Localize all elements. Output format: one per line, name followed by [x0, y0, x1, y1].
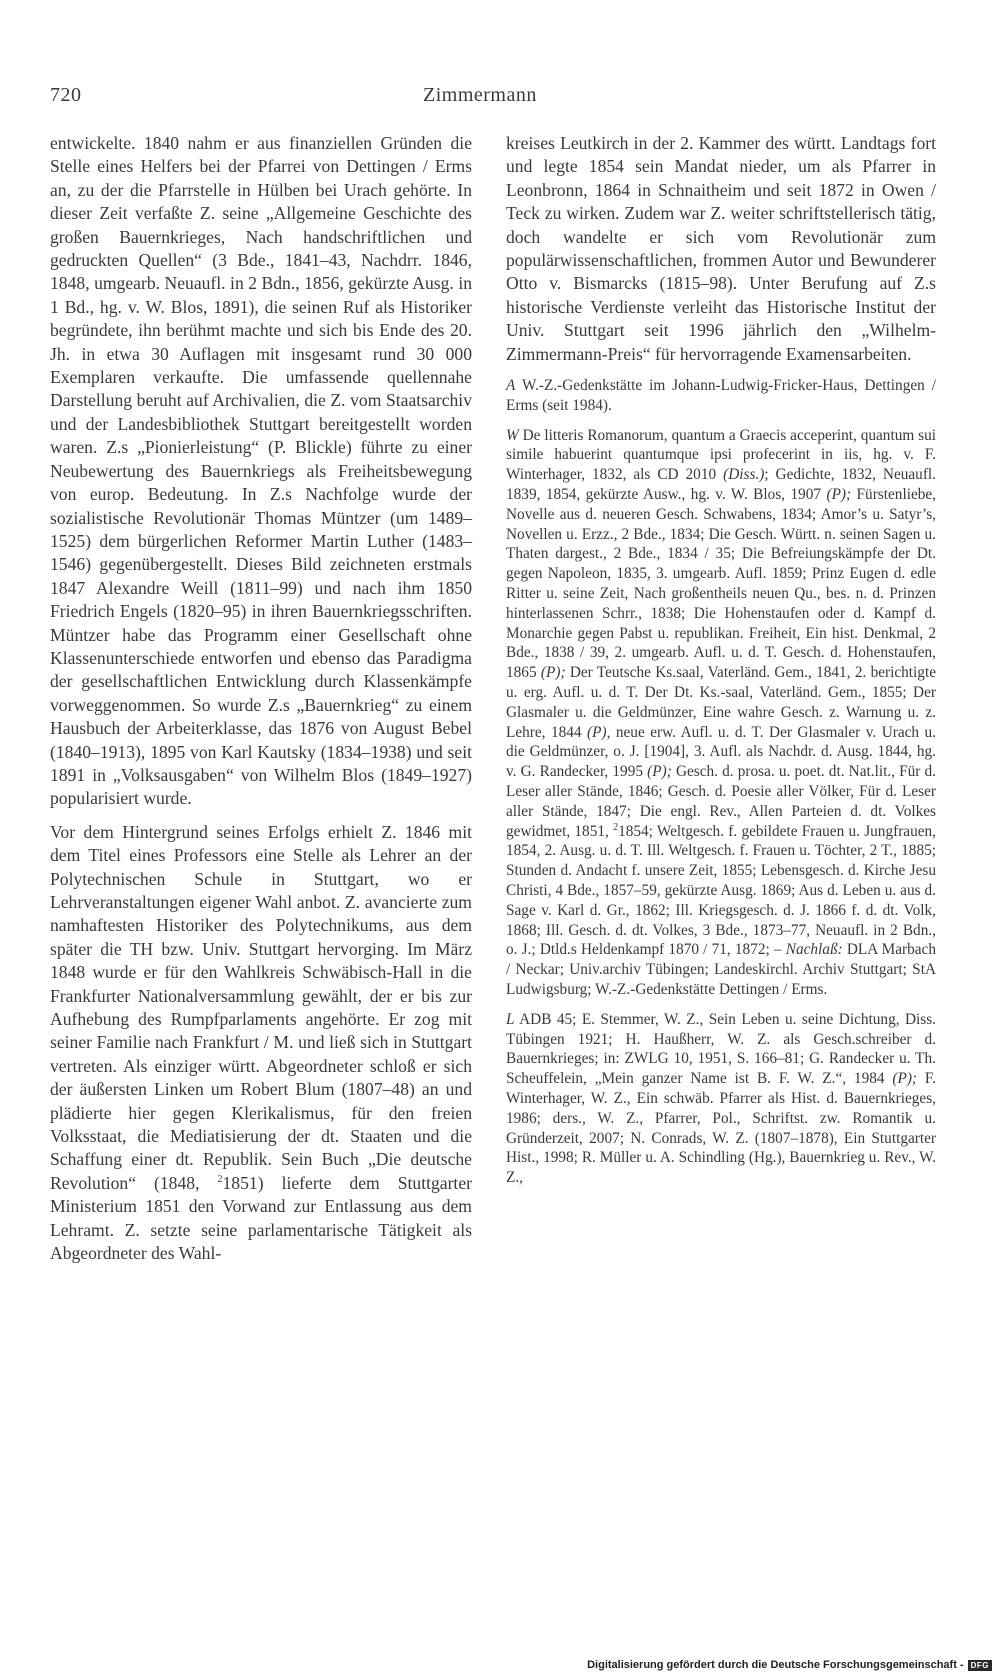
- italic-span: (P);: [892, 1070, 918, 1088]
- text-span: Vor dem Hintergrund seines Erfolgs erhielt Z. 1846 mit dem Titel eines Professors eine Stelle als Lehrer an der Polytechnischen Schule in Stuttgart, wo er Lehrveranstaltungen eigener Wahl anbot. Z. avancierte zum namhaftesten Historiker des Polytechnikums, aus dem später die TH bzw. Univ. Stuttgart hervorging. Im März 1848 wurde er für den Wahlkreis Schwäbisch-Hall in die Frankfurter Nationalversammlung gewählt, der er bis zur Aufhebung des Rumpfparlaments angehörte. Er zog mit seiner Familie nach Frankfurt / M. und ließ sich in Stuttgart vertreten. Als einziger württ. Abgeordneter schloß er sich der äußersten Linken um Robert Blum (1807–48) an und plädierte hier gegen Klerikalismus, für den freien Volksstaat, die Mediatisierung der dt. Staaten und die Schaffung einer dt. Republik. Sein Buch „Die deutsche Revolution“ (1848,: [50, 821, 472, 1193]
- paragraph-right-1: kreises Leutkirch in der 2. Kammer des württ. Landtags fort und legte 1854 sein Mandat nieder, um als Pfarrer in Leonbronn, 1864 in Schnaitheim und seit 1872 in Owen / Teck zu wirken. Zudem war Z. weiter schriftstellerisch tätig, doch wandelte er sich vom Revolutionär zum populärwissenschaftlichen, frommen Autor und Bewunderer Otto v. Bismarcks (1815–98). Unter Berufung auf Z.s historische Verdienste verleiht das Historische Institut der Univ. Stuttgart seit 1996 jährlich den „Wilhelm-Zimmermann-Preis“ für hervorragende Examensarbeiten.: [506, 133, 936, 364]
- italic-span: (P),: [587, 723, 611, 741]
- page-number: 720: [50, 84, 82, 106]
- text-span: 1854; Weltgesch. f. gebildete Frauen u. Jungfrauen, 1854, 2. Ausg. u. d. T. Ill. Weltgesch. f. Frauen u. Töchter, 2 T., 1885; Stunden d. Andacht f. unsere Zeit, 1855; Lebensgesch. d. Kirche Jesu Christi, 4 Bde., 1857–59, gekürzte Ausg. 1869; Aus d. Leben u. aus d. Sage v. Karl d. Gr., 1862; Ill. Kriegsgesch. d. J. 1866 f. d. dt. Volk, 1868; Ill. Gesch. d. dt. Volkes, 3 Bde., 1873–77, Neuaufl. in 2 Bdn., o. J.; Dtld.s Heldenkampf 1870 / 71, 1872; –: [506, 822, 936, 959]
- text-span: F. Winterhager, W. Z., Ein schwäb. Pfarrer als Hist. d. Bauernkrieges, 1986; ders., W. Z., Pfarrer, Pol., Schriftst. zw. Romantik u. Gründerzeit, 2007; N. Conrads, W. Z. (1807–1878), Ein Stuttgarter Hist., 1998; R. Müller u. A. Schindling (Hg.), Bauernkrieg u. Rev., W. Z.,: [506, 1070, 937, 1187]
- italic-span: (Diss.): [723, 466, 765, 484]
- italic-span: Nachlaß:: [785, 941, 843, 959]
- dfg-logo-icon: DFG: [968, 1660, 992, 1671]
- left-column: [50, 132, 472, 1266]
- page-header: [50, 84, 936, 114]
- footer-text: Digitalisierung gefördert durch die Deutsche Forschungsgemeinschaft -: [587, 1659, 964, 1671]
- paragraph-left-2: [50, 821, 472, 1266]
- section-l-label: L: [506, 1010, 515, 1028]
- section-w-label: W: [506, 426, 519, 444]
- running-title: Zimmermann: [423, 84, 537, 106]
- section-a: [506, 376, 936, 416]
- section-a-label: A: [506, 377, 516, 395]
- right-column: [506, 132, 936, 1188]
- section-a-text: W.-Z.-Gedenkstätte im Johann-Ludwig-Fricker-Haus, Dettingen / Erms (seit 1984).: [506, 377, 936, 414]
- text-span: ADB 45; E. Stemmer, W. Z., Sein Leben u. seine Dichtung, Diss. Tübingen 1921; H. Haußherr, W. Z. als Gesch.schreiber d. Bauernkrieges; in: ZWLG 10, 1951, S. 166–81; G. Randecker u. Th. Scheuffelein, „Mein ganzer Name ist B. F. W. Z.“, 1984: [506, 1010, 936, 1088]
- section-w: [506, 426, 936, 1000]
- paragraph-left-1: entwickelte. 1840 nahm er aus finanziellen Gründen die Stelle eines Helfers bei der Pfarrei von Dettingen / Erms an, zu der die Pfarrstelle in Hülben bei Urach gehörte. In dieser Zeit verfaßte Z. seine „Allgemeine Geschichte des großen Bauernkrieges, Nach handschriftlichen und gedruckten Quellen“ (3 Bde., 1841–43, Nachdrr. 1846, 1848, umgearb. Neuaufl. in 2 Bdn., 1856, gekürzte Ausg. in 1 Bd., hg. v. W. Blos, 1891), die seinen Ruf als Historiker begründete, ihn berühmt machte und sich bis Ende des 20. Jh. in etwa 30 Auflagen mit insgesamt rund 30 000 Exemplaren verkaufte. Die umfassende quellennahe Darstellung beruht auf Archivalien, die Z. vom Staatsarchiv und der Landesbibliothek Stuttgart bereitgestellt worden waren. Z.s „Pionierleistung“ (P. Blickle) führte zu einer Neubewertung des Bauernkriegs als Freiheitsbewegung von europ. Bedeutung. In Z.s Nachfolge wurde der sozialistische Revolutionär Thomas Müntzer (um 1489–1525) dem bürgerlichen Reformer Martin Luther (1483–1546) gegenübergestellt. Dieses Bild zeichneten erstmals 1847 Alexandre Weill (1811–99) und nach ihm 1850 Friedrich Engels (1820–95) in ihren Bauernkriegsschriften. Müntzer habe das Programm einer Gesellschaft ohne Klassenunterschiede entworfen und ebenso das Paradigma der gesellschaftlichen Entwicklung durch Klassenkämpfe vorweggenommen. So wurde Z.s „Bauernkrieg“ zu einem Hausbuch der Arbeiterklasse, das 1876 von August Bebel (1840–1913), 1895 von Karl Kautsky (1834–1938) und seit 1891 in „Volksausgaben“ von Wilhelm Blos (1849–1927) popularisiert wurde.: [50, 133, 472, 809]
- text-span: Der Teutsche Ks.saal, Vaterländ. Gem., 1841, 2. berichtigte u. erg. Aufl. u. d. T. Der Dt. Ks.-saal, Vaterländ. Gem., 1855; Der Glasmaler u. die Geldmünzer, Eine wahre Gesch. z. Warnung u. z. Lehre, 1844: [506, 664, 936, 741]
- text-span: Gesch. d. prosa. u. poet. dt. Nat.lit., Für d. Leser aller Stände, 1846; Gesch. d. Poesie aller Völker, Für d. Leser aller Stände, 1847; Die engl. Rev., Allen Parteien d. dt. Volkes gewidmet, 1851,: [506, 763, 936, 840]
- italic-span: (P);: [540, 664, 566, 682]
- italic-span: (P);: [826, 486, 852, 504]
- superscript: 2: [613, 821, 619, 833]
- text-span: Fürstenliebe, Novelle aus d. neueren Gesch. Schwabens, 1834; Amor’s u. Satyr’s, Novellen u. Erzz., 2 Bde., 1834; Die Gesch. Württ. n. seinen Sagen u. Thaten dargest., 2 Bde., 1834 / 35; Die Befreiungskämpfe der Dt. gegen Napoleon, 1835, 3. umgearb. Aufl. 1859; Prinz Eugen d. edle Ritter u. seine Zeit, Nach großentheils neuen Qu., bes. n. d. Prinzen hinterlassenen Schrr., 1838; Die Hohenstaufen oder d. Kampf d. Monarchie gegen Pabst u. republikan. Freiheit, Ein hist. Denkmal, 2 Bde., 1838 / 39, 2. umgearb. Aufl. u. d. T. Gesch. d. Hohenstaufen, 1865: [506, 486, 936, 682]
- text-span: neue erw. Aufl. u. d. T. Der Glasmaler v. Urach u. die Geldmünzer, o. J. [1904], 3. Aufl. als Nachdr. d. Ausg. 1844, hg. v. G. Randecker, 1995: [506, 723, 936, 781]
- text-span: ; Gedichte, 1832, Neuaufl. 1839, 1854, gekürzte Ausw., hg. v. W. Blos, 1907: [506, 466, 936, 504]
- text-span: 1851) lieferte dem Stuttgarter Ministerium 1851 den Vorwand zur Entlassung aus dem Lehramt. Z. setzte seine parlamentarische Tätigkeit als Abgeordneter des Wahl-: [50, 1172, 472, 1264]
- text-span: DLA Marbach / Neckar; Univ.archiv Tübingen; Landeskirchl. Archiv Stuttgart; StA Ludwigsburg; W.-Z.-Gedenkstätte Dettingen / Erms.: [506, 941, 936, 998]
- section-l: [506, 1010, 936, 1188]
- italic-span: (P);: [647, 763, 672, 781]
- digitization-footer: [587, 1659, 992, 1671]
- text-span: De litteris Romanorum, quantum a Graecis acceperint, quantum sui simile habuerint quantumque ipsi profecerint in iis, hg. v. F. Winterhager, 1832, als CD 2010: [506, 426, 936, 484]
- superscript: 2: [217, 1174, 223, 1186]
